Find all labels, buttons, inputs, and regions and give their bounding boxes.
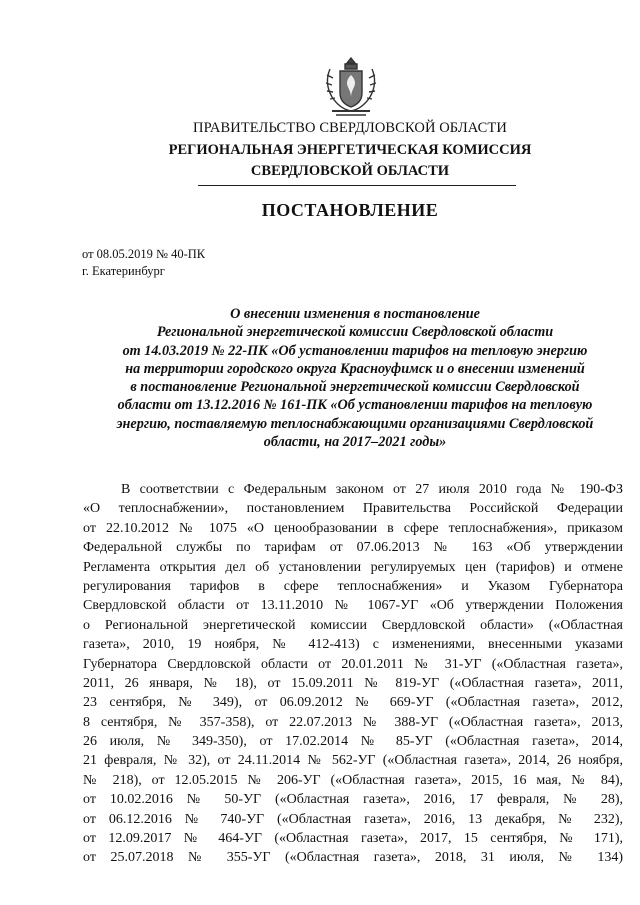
body-line: о Региональной энергетической комиссии Свердловской области» («Областная [83, 617, 623, 633]
body-line: «О теплоснабжении», постановлением Правительства Российской Федерации [83, 501, 623, 517]
body-line: 26 июля, № 349-350), от 17.02.2014 № 85-УГ («Областная газета», 2014, [83, 734, 623, 750]
body-line: от 22.10.2012 № 1075 «О ценообразовании в сфере теплоснабжения», приказом [83, 520, 623, 536]
body-line: Свердловской области от 13.11.2010 № 1067-УГ «Об утверждении Положения [83, 598, 623, 614]
body-line: Регламента открытия дел об установлении регулируемых цен (тарифов) и отмене [83, 559, 623, 575]
government-header: ПРАВИТЕЛЬСТВО СВЕРДЛОВСКОЙ ОБЛАСТИ [193, 120, 507, 136]
body-line: от 25.07.2018 № 355-УГ («Областная газета», 2018, 31 июля, № 134) [83, 850, 623, 866]
subject-line: области, на 2017–2021 годы» [263, 434, 447, 451]
body-line: Федеральной службы по тарифам от 07.06.2013 № 163 «Об утверждении [83, 540, 623, 556]
subject-line: от 14.03.2019 № 22-ПК «Об установлении тарифов на тепловую энергию [122, 342, 588, 359]
body-line: от 10.02.2016 № 50-УГ («Областная газета», 2016, 17 февраля, № 28), [83, 792, 623, 808]
subject-line: области от 13.12.2016 № 161-ПК «Об установлении тарифов на тепловую [117, 397, 593, 414]
subject-line: Региональной энергетической комиссии Свердловской области [156, 324, 554, 341]
subject-line: на территории городского округа Красноуфимск и о внесении изменений [125, 360, 585, 377]
commission-name: РЕГИОНАЛЬНАЯ ЭНЕРГЕТИЧЕСКАЯ КОМИССИЯ [168, 142, 532, 158]
document-city: г. Екатеринбург [82, 264, 165, 278]
subject-line: О внесении изменения в постановление [230, 306, 480, 322]
coat-of-arms-emblem [318, 55, 384, 121]
body-line: регулирования тарифов в сфере теплоснабжения» и Указом Губернатора [83, 578, 623, 594]
body-line: 21 февраля, № 32), от 24.11.2014 № 562-УГ («Областная газета», 2014, 26 ноября, [83, 753, 623, 769]
document-subject [75, 305, 635, 451]
body-line: газета», 2010, 19 ноября, № 412-413) с изменениями, внесенными указами [83, 637, 623, 653]
body-line: Губернатора Свердловской области от 20.01.2011 № 31-УГ («Областная газета», [83, 656, 623, 672]
header-divider [198, 185, 516, 186]
body-line: от 06.12.2016 № 740-УГ («Областная газета», 2016, 13 декабря, № 232), [83, 811, 623, 827]
commission-region: СВЕРДЛОВСКОЙ ОБЛАСТИ [250, 163, 450, 179]
document-type-title: ПОСТАНОВЛЕНИЕ [261, 200, 439, 220]
body-line: В соответствии с Федеральным законом от 27 июля 2010 года № 190-ФЗ [121, 482, 623, 497]
subject-line: в постановление Региональной энергетической комиссии Свердловской [130, 379, 580, 396]
body-line: 2011, 26 января, № 18), от 15.09.2011 № 819-УГ («Областная газета», 2011, [83, 675, 623, 691]
body-line: 23 сентября, № 349), от 06.09.2012 № 669-УГ («Областная газета», 2012, [83, 695, 623, 711]
document-date-number: от 08.05.2019 № 40-ПК [82, 247, 206, 261]
subject-line: энергию, поставляемую теплоснабжающими организациями Свердловской [116, 415, 594, 432]
document-body [83, 480, 623, 868]
body-line: от 12.09.2017 № 464-УГ («Областная газета», 2017, 15 сентября, № 171), [83, 831, 623, 847]
body-line: 8 сентября, № 357-358), от 22.07.2013 № 388-УГ («Областная газета», 2013, [83, 714, 623, 730]
body-line: № 218), от 12.05.2015 № 206-УГ («Областная газета», 2015, 16 мая, № 84), [83, 772, 623, 788]
